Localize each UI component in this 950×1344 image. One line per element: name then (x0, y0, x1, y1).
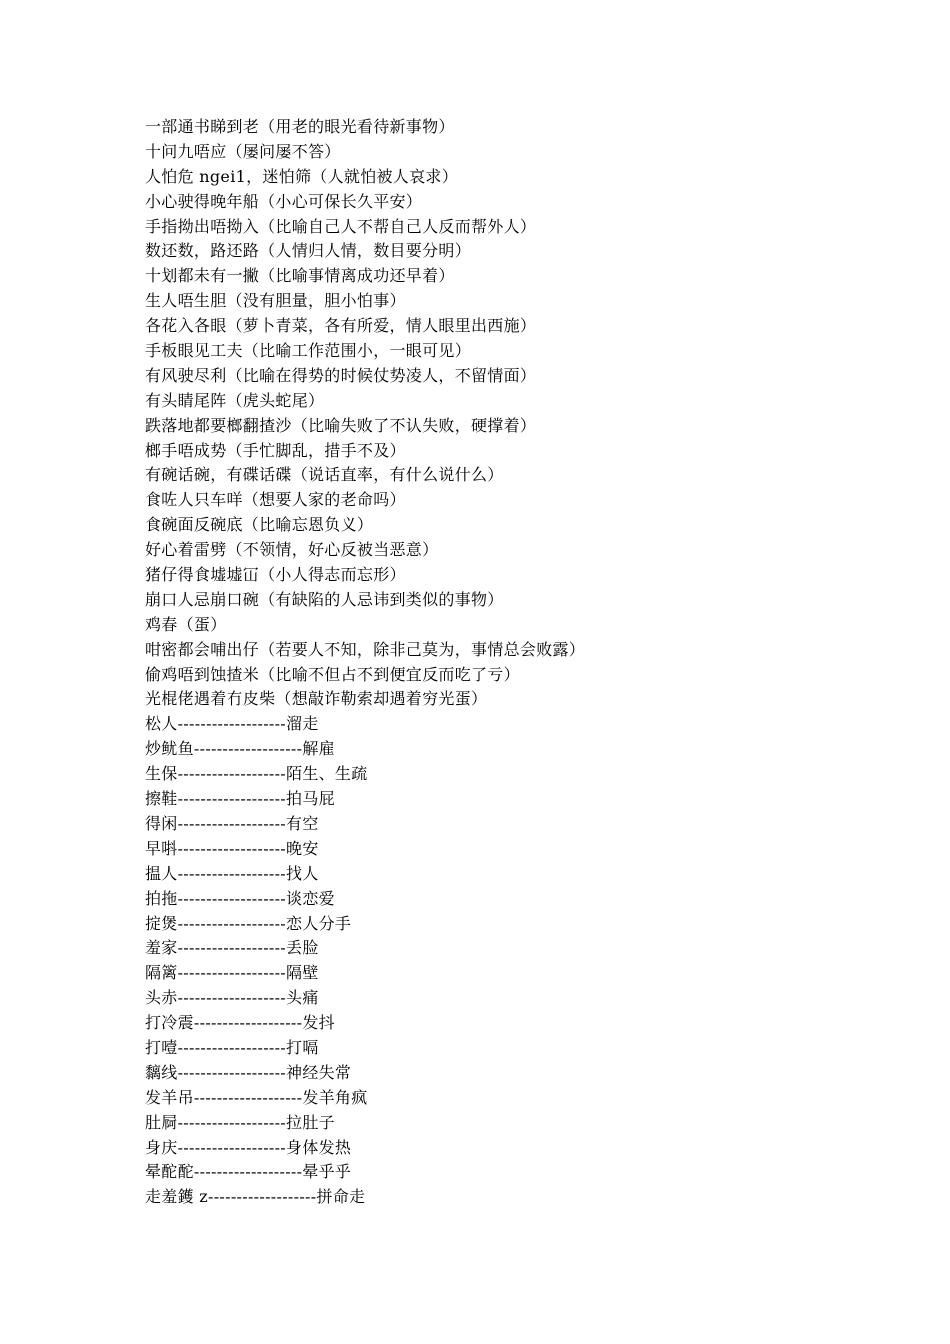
text-line: 崩口人忌崩口碗（有缺陷的人忌讳到类似的事物） (145, 589, 504, 609)
text-line: 有碗话碗，有碟话碟（说话直率，有什么说什么） (145, 465, 504, 485)
text-line: 掟煲-------------------恋人分手 (145, 913, 352, 933)
text-line: 光棍佬遇着冇皮柴（想敲诈勒索却遇着穷光蛋） (145, 689, 488, 709)
text-line: 十划都未有一撇（比喻事情离成功还早着） (145, 266, 455, 286)
text-line: 手指拗出唔拗入（比喻自己人不帮自己人反而帮外人） (145, 216, 537, 236)
text-line: 晕酡酡-------------------晕乎乎 (145, 1162, 352, 1182)
text-line: 生保-------------------陌生、生疏 (145, 764, 368, 784)
text-line: 松人-------------------溜走 (145, 714, 319, 734)
text-line: 小心驶得晚年船（小心可保长久平安） (145, 191, 423, 211)
text-line: 生人唔生胆（没有胆量，胆小怕事） (145, 291, 406, 311)
text-line: 得闲-------------------有空 (145, 813, 319, 833)
text-line: 一部通书睇到老（用老的眼光看待新事物） (145, 117, 455, 136)
text-line: 羞家-------------------丢脸 (145, 938, 319, 958)
text-line: 黐线-------------------神经失常 (145, 1062, 352, 1082)
text-line: 咁密都会哺出仔（若要人不知，除非己莫为，事情总会败露） (145, 639, 586, 659)
text-line: 跌落地都要榔翻揸沙（比喻失败了不认失败，硬撑着） (145, 415, 537, 435)
text-line: 食咗人只车咩（想要人家的老命吗） (145, 490, 406, 510)
text-line: 人怕危 ngei1，迷怕筛（人就怕被人哀求） (145, 166, 458, 186)
text-line: 发羊吊-------------------发羊角疯 (145, 1087, 368, 1107)
text-line: 十问九唔应（屡问屡不答） (145, 141, 341, 161)
text-line: 好心着雷劈（不领情，好心反被当恶意） (145, 540, 439, 560)
text-line: 揾人-------------------找人 (145, 863, 319, 883)
text-line: 炒鱿鱼-------------------解雇 (145, 739, 335, 759)
text-line: 身庆-------------------身体发热 (145, 1137, 352, 1157)
text-line: 打冷震-------------------发抖 (145, 1013, 335, 1033)
text-line: 数还数，路还路（人情归人情，数目要分明） (145, 241, 472, 261)
text-line: 拍拖-------------------谈恋爱 (145, 888, 335, 908)
text-line: 肚屙-------------------拉肚子 (145, 1112, 335, 1132)
text-line: 各花入各眼（萝卜青菜，各有所爱，情人眼里出西施） (145, 316, 537, 336)
text-line: 手板眼见工夫（比喻工作范围小，一眼可见） (145, 341, 472, 361)
text-line: 头赤-------------------头痛 (145, 988, 319, 1008)
text-line: 有风驶尽利（比喻在得势的时候仗势凌人，不留情面） (145, 365, 537, 385)
text-line: 有头睛尾阵（虎头蛇尾） (145, 390, 325, 410)
text-line: 食碗面反碗底（比喻忘恩负义） (145, 515, 374, 535)
document-body (145, 115, 905, 1210)
text-line: 偷鸡唔到蚀揸米（比喻不但占不到便宜反而吃了亏） (145, 664, 520, 684)
text-line: 走羞鑊 z-------------------拼命走 (145, 1187, 366, 1207)
text-line: 擦鞋-------------------拍马屁 (145, 789, 335, 809)
text-line: 榔手唔成势（手忙脚乱，措手不及） (145, 440, 406, 460)
text-line: 猪仔得食墟墟冚（小人得志而忘形） (145, 565, 406, 585)
text-line: 早唞-------------------晚安 (145, 838, 319, 858)
text-line: 隔篱-------------------隔壁 (145, 963, 319, 983)
text-line: 打噎-------------------打嗝 (145, 1037, 319, 1057)
text-line: 鸡春（蛋） (145, 614, 227, 634)
